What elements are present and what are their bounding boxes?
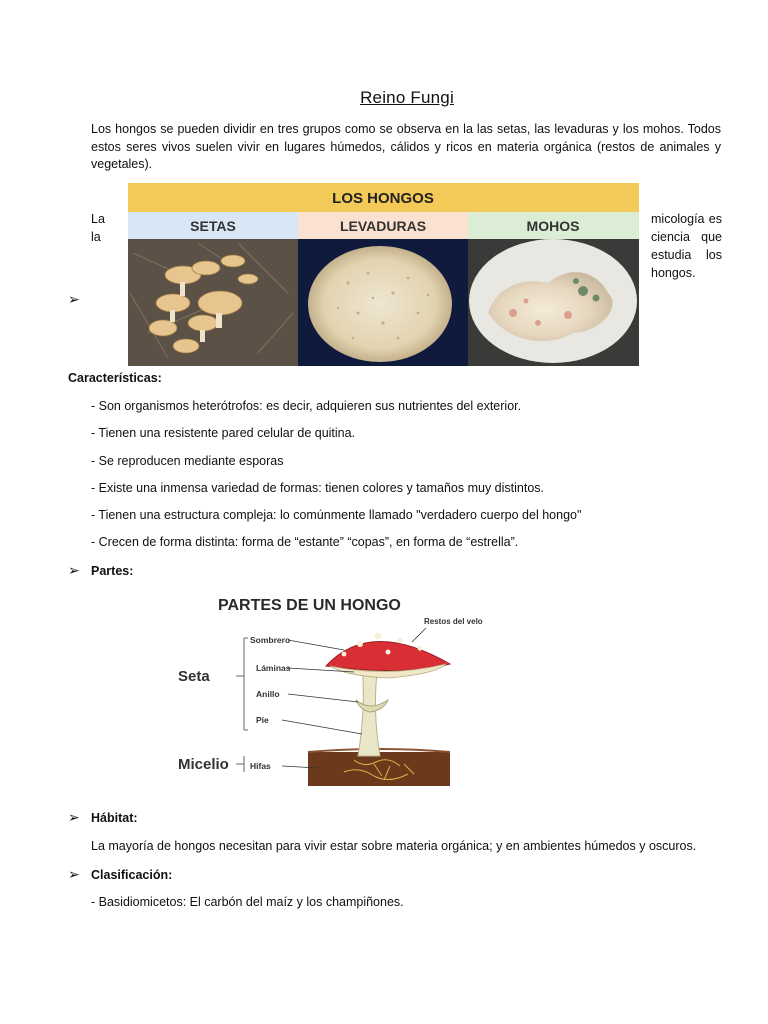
pie-label: Pie xyxy=(256,715,269,725)
clasificacion-heading: Clasificación: xyxy=(91,868,173,882)
habitat-text: La mayoría de hongos necesitan para vivir estar sobre materia orgánica; y en ambientes húmedos y oscuros. xyxy=(91,839,697,853)
restos-velo-label: Restos del velo xyxy=(424,617,483,626)
list-item: - Existe una inmensa variedad de formas: tienen colores y tamaños muy distintos. xyxy=(91,480,544,495)
bullet-arrow-icon: ➢ xyxy=(68,866,80,882)
laminas-label: Láminas xyxy=(256,663,291,673)
side-left-line: la xyxy=(91,230,101,244)
sombrero-label: Sombrero xyxy=(250,635,291,645)
side-right-line: micología es xyxy=(651,212,722,226)
seta-label: Seta xyxy=(178,668,210,685)
bullet-arrow-icon: ➢ xyxy=(68,809,80,825)
bullet-arrow-icon: ➢ xyxy=(68,562,80,578)
side-text-right xyxy=(651,210,722,282)
levaduras-photo xyxy=(298,239,468,366)
mohos-photo xyxy=(468,239,639,366)
setas-photo xyxy=(128,239,298,366)
caracteristicas-heading: Características: xyxy=(68,371,162,385)
side-right-line: hongos. xyxy=(651,266,696,280)
list-item: - Son organismos heterótrofos: es decir, adquieren sus nutrientes del exterior. xyxy=(91,399,522,413)
banner-label: LOS HONGOS xyxy=(332,190,434,207)
partes-heading: Partes: xyxy=(91,564,134,578)
side-right-line: estudia los xyxy=(651,248,722,262)
habitat-heading: Hábitat: xyxy=(91,811,138,825)
clasificacion-item: - Basidiomicetos: El carbón del maíz y los champiñones. xyxy=(91,895,404,909)
list-item: - Tienen una resistente pared celular de quitina. xyxy=(91,426,356,441)
diagram-title: PARTES DE UN HONGO xyxy=(218,597,401,614)
hongos-groups-figure xyxy=(128,183,639,366)
micelio-label: Micelio xyxy=(178,756,229,773)
side-text-left xyxy=(91,210,105,246)
column-label-mohos: MOHOS xyxy=(526,218,580,234)
list-item: - Se reproducen mediante esporas xyxy=(91,453,284,468)
list-item: - Tienen una estructura compleja: lo comúnmente llamado "verdadero cuerpo del hongo" xyxy=(91,508,582,523)
caracteristicas-list xyxy=(91,397,581,561)
column-label-setas: SETAS xyxy=(190,218,236,234)
side-right-line: ciencia que xyxy=(651,230,722,244)
bullet-arrow-icon: ➢ xyxy=(68,291,80,307)
anillo-label: Anillo xyxy=(256,689,280,699)
list-item: - Crecen de forma distinta: forma de “estante” “copas”, en forma de “estrella”. xyxy=(91,535,519,550)
side-left-line: La xyxy=(91,212,105,226)
column-label-levaduras: LEVADURAS xyxy=(339,218,427,234)
partes-hongo-diagram xyxy=(174,588,496,796)
intro-paragraph: Los hongos se pueden dividir en tres grupos como se observa en la las setas, las levaduras y los mohos. Todos estos seres vivos suelen vivir en lugares húmedos, cálidos y ricos en materia orgánica (restos de animales y vegetales). xyxy=(91,122,721,171)
hifas-label: Hifas xyxy=(250,761,271,771)
page-title: Reino Fungi xyxy=(360,88,454,107)
